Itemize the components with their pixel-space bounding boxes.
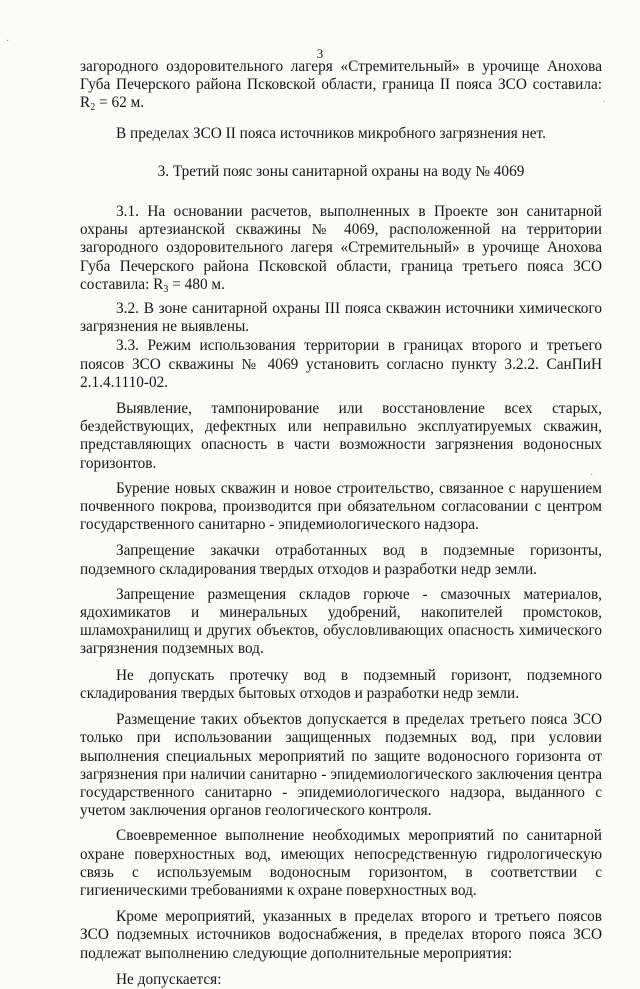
scan-speck: ˙ bbox=[602, 100, 606, 111]
paragraph-no-leak: Не допускать протечку вод в подземный горизонт, подземного складирования твердых бытовых отходов и разработки недр земли. bbox=[80, 666, 602, 702]
paragraph-not-allowed: Не допускается: bbox=[116, 970, 222, 988]
paragraph-3-3: 3.3. Режим использования территории в границах второго и третьего поясов ЗСО скважины № 4069 установить согласно пункту 3.2.2. СанПиН 2.1.4.1110-02. bbox=[80, 337, 602, 391]
paragraph-identify: Выявление, тампонирование или восстановление всех старых, бездействующих, дефектных или неправильно эксплуатируемых скважин, представляющих опасность в части возможности загрязнения водоносных горизонтов. bbox=[80, 400, 602, 472]
paragraph-placement: Размещение таких объектов допускается в пределах третьего пояса ЗСО только при использовании защищенных подземных вод, при условии выполнения специальных мероприятий по защите водоносного горизонта от загрязнения при наличии санитарно - эпидемиологического заключения центра государственного санитарно - эпидемиологического надзора, выданного с учетом заключения органов геологического контроля. bbox=[80, 711, 602, 820]
paragraph-drilling: Бурение новых скважин и новое строительство, связанное с нарушением почвенного покрова, производится при обязательном согласовании с центром государственного санитарно - эпидемиологического надзора. bbox=[80, 479, 602, 534]
paragraph-ban-storage: Запрещение размещения складов горюче - смазочных материалов, ядохимикатов и минеральных удобрений, накопителей промстоков, шламохранилищ и других объектов, обусловливающих опасность химического загрязнения подземных вод. bbox=[80, 585, 602, 658]
document-body bbox=[80, 58, 602, 989]
page-number: 3 bbox=[316, 46, 324, 61]
paragraph-timely: Своевременное выполнение необходимых мероприятий по санитарной охране поверхностных вод, имеющих непосредственную гидрологическую связь с используемым водоносным горизонтом, в соответствии с гигиеническими требованиями к охране поверхностных вод. bbox=[80, 827, 602, 899]
paragraph-3-1: 3.1. На основании расчетов, выполненных в Проекте зон санитарной охраны артезианской скважины № 4069, расположенной на территории загородного оздоровительного лагеря «Стремительный» в урочище Анохова Губа Печерского района Псковской области, граница третьего пояса ЗСО составила: $R_3 = 480$ м. bbox=[80, 203, 602, 295]
scan-speck: · bbox=[6, 36, 10, 47]
paragraph-no-microbial: В пределах ЗСО II пояса источников микробного загрязнения нет. bbox=[116, 124, 546, 142]
scan-speck: · bbox=[590, 470, 594, 481]
paragraph-intro: загородного оздоровительного лагеря «Стремительный» в урочище Анохова Губа Печерского района Псковской области, граница II пояса ЗСО составила: $R_2 = 62$ м. bbox=[80, 58, 602, 114]
section-heading: 3. Третий пояс зоны санитарной охраны на воду № 4069 bbox=[157, 162, 525, 180]
paragraph-besides: Кроме мероприятий, указанных в пределах второго и третьего поясов ЗСО подземных источников водоснабжения, в пределах второго пояса ЗСО подлежат выполнению следующие дополнительные мероприятия: bbox=[80, 908, 602, 962]
paragraph-ban-injection: Запрещение закачки отработанных вод в подземные горизонты, подземного складирования твердых отходов и разработки недр земли. bbox=[80, 542, 602, 578]
paragraph-3-2: 3.2. В зоне санитарной охраны III пояса скважин источники химического загрязнения не выявлены. bbox=[80, 300, 602, 336]
